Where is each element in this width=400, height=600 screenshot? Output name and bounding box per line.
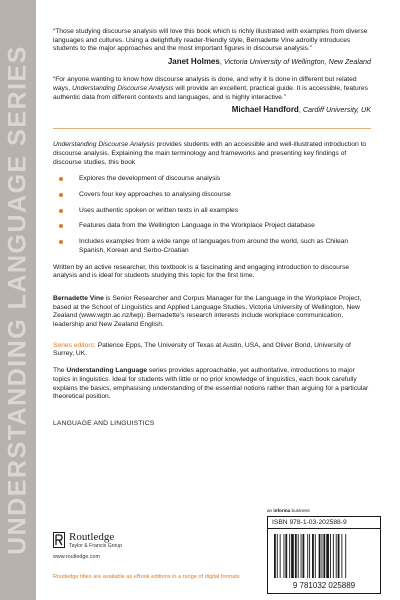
list-item: Explores the development of discourse analysis <box>59 175 371 184</box>
publisher-group: Taylor & Francis Group <box>69 543 123 549</box>
barcode-bar <box>330 534 331 578</box>
routledge-mark-icon <box>53 532 65 548</box>
series-blurb: The Understanding Language series provides approachable, yet authoritative, introductions to major topics in linguistics. Ideal for students with little or no prior knowledge of linguistics, each book carefully explains the basics, emphasising understanding of the essential notions rather than arguing for a particular theoretical position. <box>53 367 369 401</box>
quote-text: “For anyone wanting to know how discourse analysis is done, and why it is done in different but related ways, Understanding Discourse Analysis will provide an excellent, practical guide. It is accessible, features authentic data from different contexts and languages, and is highly interactive.” <box>53 76 368 101</box>
series-name: Understanding Language <box>66 367 148 375</box>
list-item: Uses authentic spoken or written texts in all examples <box>59 207 371 216</box>
barcode-bar <box>323 534 325 578</box>
list-item: Covers four key approaches to analysing discourse <box>59 191 371 200</box>
ebook-note: Routledge titles are available as eBook editions in a range of digital formats <box>53 574 240 580</box>
bullet-icon <box>59 240 63 244</box>
barcode-bar <box>274 534 276 578</box>
barcode-bar <box>309 534 310 578</box>
routledge-logo <box>53 532 203 549</box>
barcode-bar <box>333 534 334 578</box>
barcode-bar <box>301 534 302 578</box>
barcode-bar <box>341 534 342 578</box>
publisher-block <box>53 532 203 560</box>
publisher-url: www.routledge.com <box>53 554 101 560</box>
publisher-name: Routledge <box>69 531 115 543</box>
barcode-bar <box>280 534 281 578</box>
bullet-icon <box>59 177 63 181</box>
barcode-bar <box>315 534 316 578</box>
quote-attribution: Janet Holmes, Victoria University of Wellington, New Zealand <box>167 57 371 67</box>
quote-author-name: Janet Holmes <box>167 57 220 67</box>
barcode-bar <box>295 534 297 578</box>
barcode-icon <box>271 532 377 592</box>
quote-text: “Those studying discourse analysis will love this book which is richly illustrated with examples from diverse languages and cultures. Using a delightfully reader-friendly style, Bernadette Vine adroitly introduces students to the major approaches and the most important figures in discourse analysis.” <box>53 28 368 53</box>
closing-paragraph: Written by an active researcher, this textbook is a fascinating and engaging introduction to discourse analysis and is ideal for students studying this topic for the first time. <box>53 263 350 280</box>
divider-line <box>53 128 371 129</box>
author-bio: Bernadette Vine is Senior Researcher and Corpus Manager for the Language in the Workplace Project, based at the School of Linguistics and Applied Language Studies, Victoria University of Wellington, New Zealand (www.wgtn.ac.nz/lwp). Bernadette’s research interests include workplace communication, leadership and New Zealand English. <box>53 294 362 329</box>
barcode-bar <box>319 534 321 578</box>
isbn-box <box>267 516 381 594</box>
intro-paragraph: Understanding Discourse Analysis provides students with an accessible and well-illustrated introduction to discourse analysis. Explaining the main terminology and frameworks and presenting key findings of discourse studies, this book <box>53 141 367 166</box>
series-editors-label: Series editors: <box>53 341 96 349</box>
barcode <box>268 529 380 593</box>
series-spine-title: UNDERSTANDING LANGUAGE SERIES <box>3 45 32 555</box>
barcode-bar <box>345 534 346 578</box>
informa-line: an informa business <box>267 508 310 513</box>
quote-attribution: Michael Handford, Cardiff University, UK <box>231 105 371 115</box>
barcode-bar <box>322 534 323 578</box>
series-editors: Series editors: Patience Epps, The University of Texas at Austin, USA, and Oliver Bond, University of Surrey, UK. <box>53 341 351 358</box>
barcode-bar <box>291 534 294 578</box>
quote-author-affiliation: Victoria University of Wellington, New Zealand <box>223 57 371 67</box>
bullet-icon <box>59 193 63 197</box>
bullet-icon <box>59 209 63 213</box>
bullet-icon <box>59 224 63 228</box>
barcode-bar <box>285 534 287 578</box>
back-cover-content <box>53 28 371 427</box>
barcode-bar <box>336 534 337 578</box>
author-name: Bernadette Vine <box>53 294 104 302</box>
barcode-bar <box>312 534 314 578</box>
quote-handford <box>53 76 371 114</box>
isbn-number: ISBN 978-1-03-202588-9 <box>268 517 380 529</box>
barcode-bar <box>289 534 290 578</box>
barcode-bar <box>284 534 285 578</box>
barcode-bar <box>326 534 329 578</box>
subject-category: LANGUAGE AND LINGUISTICS <box>53 419 155 427</box>
quote-author-affiliation: Cardiff University, UK <box>302 105 371 115</box>
barcode-bar <box>307 534 308 578</box>
quote-holmes <box>53 28 371 66</box>
barcode-bar <box>298 534 299 578</box>
list-item: Features data from the Wellington Language in the Workplace Project database <box>59 222 371 231</box>
barcode-bar <box>277 534 278 578</box>
spine-band <box>0 0 36 600</box>
barcode-bar <box>303 534 305 578</box>
barcode-digits: 9 781032 025889 <box>292 581 356 590</box>
feature-list <box>59 175 371 255</box>
isbn-block <box>267 508 381 594</box>
barcode-bar <box>338 534 340 578</box>
list-item: Includes examples from a wide range of languages from around the world, such as Chilean Spanish, Korean and Serbo-Croatian <box>59 238 371 255</box>
quote-author-name: Michael Handford <box>231 105 299 115</box>
